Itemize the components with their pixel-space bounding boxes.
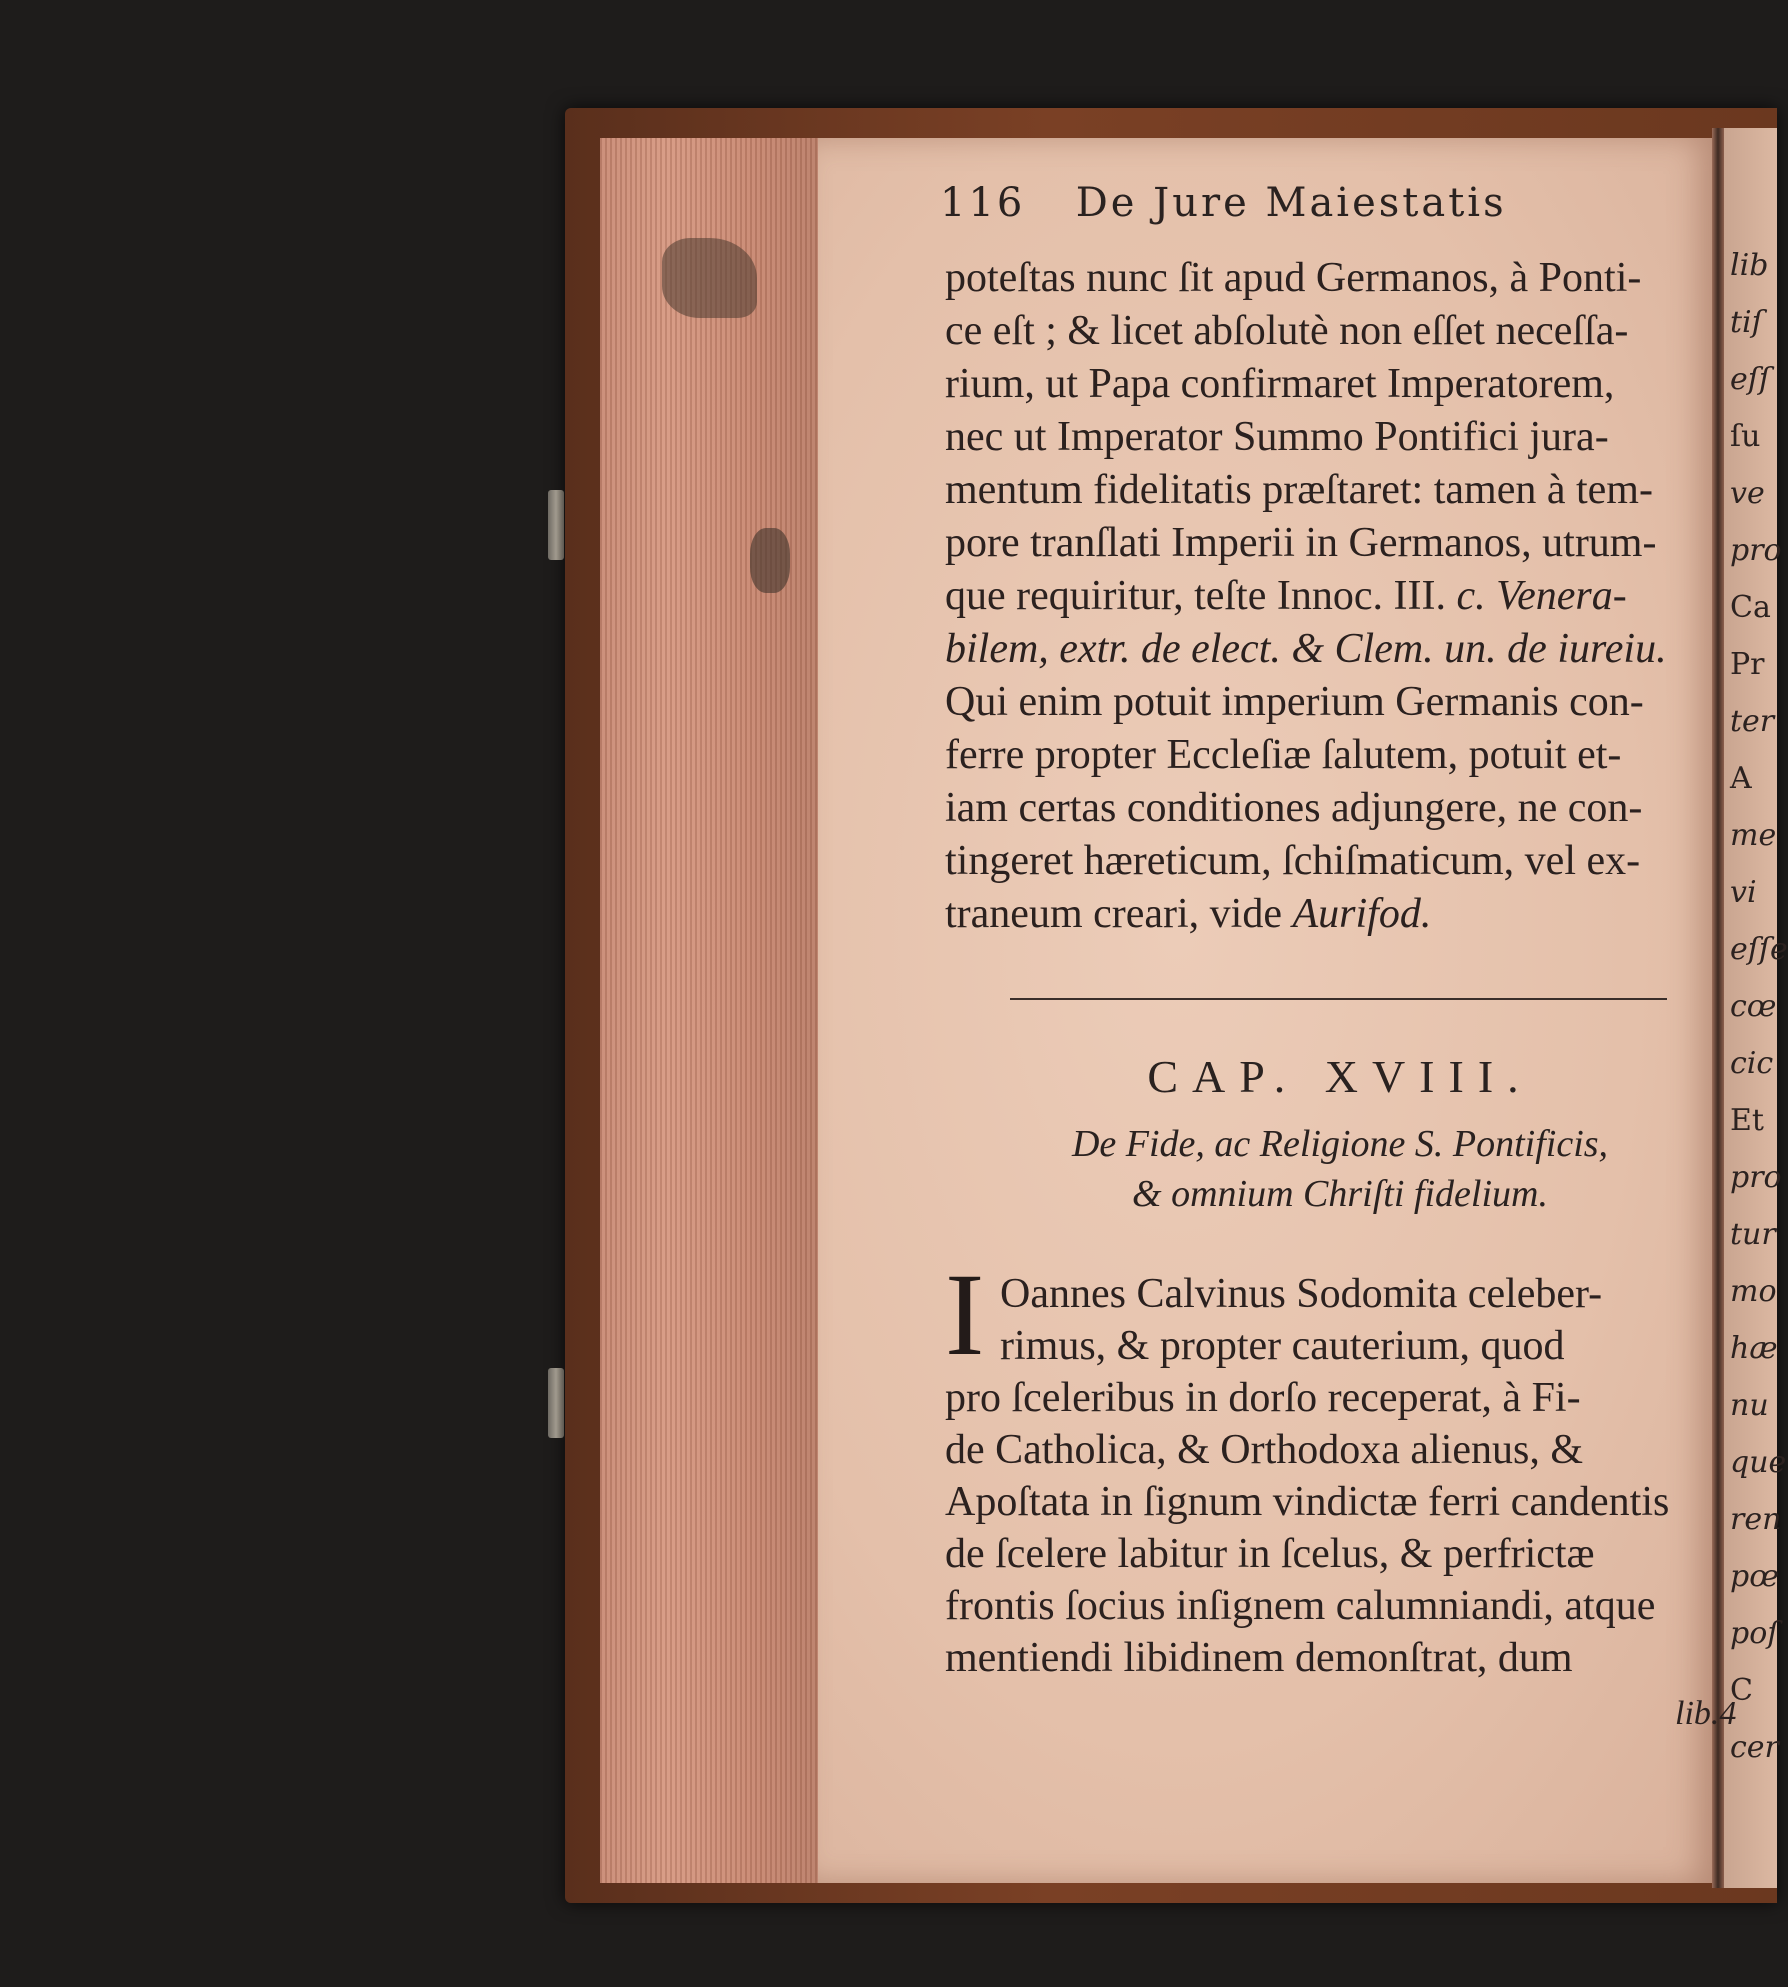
text-line: rimus, & propter cauterium, quod bbox=[1000, 1323, 1565, 1369]
citation-line: bilem, extr. de elect. & Clem. un. de iureiu. bbox=[945, 626, 1667, 672]
facing-page-fragment: cer bbox=[1730, 1730, 1779, 1765]
facing-page-fragment: lib bbox=[1730, 248, 1769, 283]
book-gutter bbox=[1712, 128, 1724, 1888]
facing-page-fragment: vi bbox=[1730, 875, 1757, 910]
facing-page-fragment: eſſe bbox=[1730, 932, 1788, 967]
text-line: frontis ſocius inſignem calumniandi, atque bbox=[945, 1583, 1656, 1629]
facing-page-fragment: ter bbox=[1730, 704, 1775, 739]
catchword: lib.4 bbox=[1675, 1695, 1737, 1732]
facing-page-fragment: pœ bbox=[1730, 1559, 1779, 1594]
right-page-edge bbox=[1724, 128, 1788, 1888]
text-line: de Catholica, & Orthodoxa alienus, & bbox=[945, 1427, 1584, 1473]
text-line: rium, ut Papa confirmaret Imperatorem, bbox=[945, 361, 1615, 407]
facing-page-fragment: tur bbox=[1730, 1217, 1776, 1252]
ink-mark bbox=[750, 528, 790, 593]
chapter-subtitle: & omnium Chriſti fidelium. bbox=[1132, 1173, 1548, 1215]
ink-mark bbox=[662, 238, 757, 318]
text-line: poteſtas nunc ſit apud Germanos, à Ponti- bbox=[945, 255, 1642, 301]
facing-page-fragment: tiſ bbox=[1730, 305, 1763, 340]
facing-page-fragment: cœ bbox=[1730, 989, 1777, 1024]
facing-page-fragment: cic bbox=[1730, 1046, 1774, 1081]
facing-page-fragment: Et bbox=[1730, 1103, 1764, 1138]
page-number: 116 bbox=[940, 180, 1026, 226]
text-line: Qui enim potuit imperium Germanis con- bbox=[945, 679, 1644, 725]
text-run: que requiritur, teſte Innoc. III. bbox=[945, 573, 1446, 619]
text-line: Apoſtata in ſignum vindictæ ferri candentis bbox=[945, 1479, 1670, 1525]
facing-page-fragment: nu bbox=[1730, 1388, 1769, 1423]
facing-page-fragment: me bbox=[1730, 818, 1777, 853]
book-clasp-top bbox=[548, 490, 564, 560]
facing-page-fragment: que bbox=[1730, 1445, 1787, 1480]
text-line: pro ſceleribus in dorſo receperat, à Fi- bbox=[945, 1375, 1581, 1421]
facing-page-fragment: Ca bbox=[1730, 590, 1771, 625]
book-clasp-bottom bbox=[548, 1368, 564, 1438]
facing-page-fragment: pro bbox=[1730, 533, 1782, 568]
text-line: mentiendi libidinem demonſtrat, dum bbox=[945, 1635, 1573, 1681]
facing-page-fragment: ren bbox=[1730, 1502, 1782, 1537]
facing-page-fragment: eſſ bbox=[1730, 362, 1770, 397]
running-header bbox=[940, 180, 1660, 230]
text-line: tingeret hæreticum, ſchiſmaticum, vel ex- bbox=[945, 838, 1641, 884]
facing-page-fragment: pro bbox=[1730, 1160, 1782, 1195]
running-head-title: De Jure Maiestatis bbox=[1075, 180, 1507, 226]
text-line bbox=[945, 570, 1705, 622]
chapter-heading: CAP. XVIII. bbox=[1147, 1051, 1533, 1102]
facing-page-fragment: C bbox=[1730, 1673, 1753, 1708]
text-line: pore tranſlati Imperii in Germanos, utrum- bbox=[945, 520, 1657, 566]
citation: Aurifod. bbox=[1292, 891, 1432, 937]
page-block-edge bbox=[600, 138, 820, 1883]
facing-page-fragment: hæ bbox=[1730, 1331, 1778, 1366]
facing-page-fragment: ve bbox=[1730, 476, 1765, 511]
text-line: Oannes Calvinus Sodomita celeber- bbox=[1000, 1271, 1603, 1317]
text-line bbox=[945, 888, 1705, 940]
drop-cap: I bbox=[945, 1249, 985, 1380]
facing-page-fragment: A bbox=[1730, 761, 1752, 796]
text-line: ce eſt ; & licet abſolutè non eſſet neceſſa- bbox=[945, 308, 1629, 354]
text-line: de ſcelere labitur in ſcelus, & perfrictæ bbox=[945, 1531, 1595, 1577]
text-line: iam certas conditiones adjungere, ne con- bbox=[945, 785, 1643, 831]
facing-page-fragment: ſu bbox=[1730, 419, 1761, 454]
facing-page-fragment: Pr bbox=[1730, 647, 1765, 682]
text-run: traneum creari, vide bbox=[945, 891, 1282, 937]
text-line: ferre propter Eccleſiæ ſalutem, potuit et- bbox=[945, 732, 1622, 778]
facing-page-fragment: mo bbox=[1730, 1274, 1777, 1309]
facing-page-fragment: poſ bbox=[1730, 1616, 1779, 1651]
text-line: nec ut Imperator Summo Pontifici jura- bbox=[945, 414, 1609, 460]
section-rule bbox=[1010, 998, 1667, 1000]
citation: c. Venera- bbox=[1456, 573, 1627, 619]
text-line: mentum fidelitatis præſtaret: tamen à tem- bbox=[945, 467, 1653, 513]
chapter-subtitle: De Fide, ac Religione S. Pontificis, bbox=[1071, 1123, 1609, 1165]
